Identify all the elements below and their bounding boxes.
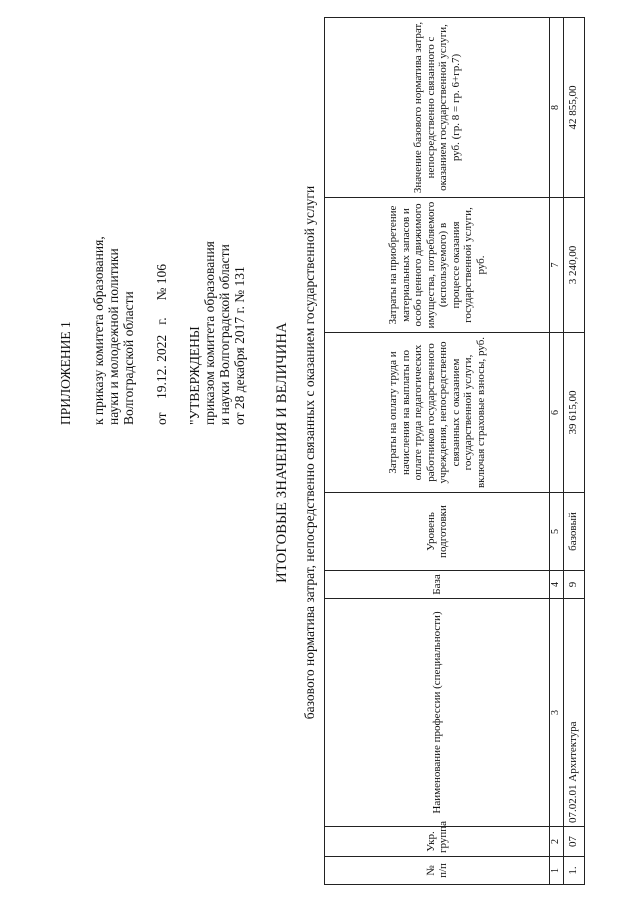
- header-cell-base: База: [325, 571, 550, 599]
- column-number: 7: [550, 198, 564, 333]
- row-base-norm: 42 855,00: [563, 18, 584, 198]
- document-subtitle: базового норматива затрат, непосредственно связанных с оказанием государственной услуги: [302, 185, 317, 720]
- header-cell-level: Уровень подготовки: [325, 493, 550, 571]
- table-header-row: [325, 18, 550, 885]
- order-line-3: Волгоградской области: [121, 291, 136, 425]
- row-material-costs: 3 240,00: [563, 198, 584, 333]
- appendix-label: ПРИЛОЖЕНИЕ 1: [58, 321, 73, 425]
- column-number: 5: [550, 493, 564, 571]
- column-number: 6: [550, 333, 564, 493]
- column-number: 4: [550, 571, 564, 599]
- header-cell-base-norm: Значение базового норматива затрат, непосредственно связанного с оказанием государственной услуги, руб. (гр. 8 = гр. 6+гр.7): [325, 18, 550, 198]
- row-base: 9: [563, 571, 584, 599]
- date-value: 19.12. 2022: [154, 334, 169, 400]
- row-profession: 07.02.01 Архитектура: [563, 599, 584, 827]
- row-group: 07: [563, 827, 584, 857]
- column-number: 3: [550, 599, 564, 827]
- column-number: 1: [550, 857, 564, 885]
- column-number: 2: [550, 827, 564, 857]
- norms-table: [324, 17, 585, 885]
- column-number-row: [550, 18, 564, 885]
- date-year-suffix: г.: [154, 317, 169, 325]
- header-cell-material-costs: Затраты на приобретение материальных запасов и особо ценного движимого имущества, потребляемого (используемого) в процессе оказания государственной услуги, руб.: [325, 198, 550, 333]
- order-line-1: к приказу комитета образования,: [91, 236, 106, 425]
- table-row: [563, 18, 584, 885]
- approved-line-3: и науки Волгоградской области: [217, 244, 232, 425]
- column-number: 8: [550, 18, 564, 198]
- row-level: базовый: [563, 493, 584, 571]
- row-labor-costs: 39 615,00: [563, 333, 584, 493]
- header-cell-profession: Наименование профессии (специальности): [325, 599, 550, 827]
- date-prefix: от: [154, 412, 169, 425]
- document-header: [58, 5, 247, 425]
- row-number: 1.: [563, 857, 584, 885]
- order-number: № 106: [154, 263, 169, 301]
- approved-label: "УТВЕРЖДЕНЫ: [187, 326, 202, 425]
- order-date-line: [154, 5, 169, 425]
- document-title: ИТОГОВЫЕ ЗНАЧЕНИЯ И ВЕЛИЧИНА: [274, 322, 290, 583]
- approved-line-4: от 28 декабря 2017 г. № 131: [232, 266, 247, 425]
- header-cell-group: Укр. группа: [325, 827, 550, 857]
- header-cell-number: № п/п: [325, 857, 550, 885]
- header-cell-labor-costs: Затраты на оплату труда и начисления на выплаты по оплате труда педагогических работников государственного учреждения, непосредственно связанных с оказанием государственной услуги, включая страховые взносы, руб.: [325, 333, 550, 493]
- approved-line-2: приказом комитета образования: [202, 241, 217, 425]
- order-line-2: науки и молодежной политики: [106, 248, 121, 425]
